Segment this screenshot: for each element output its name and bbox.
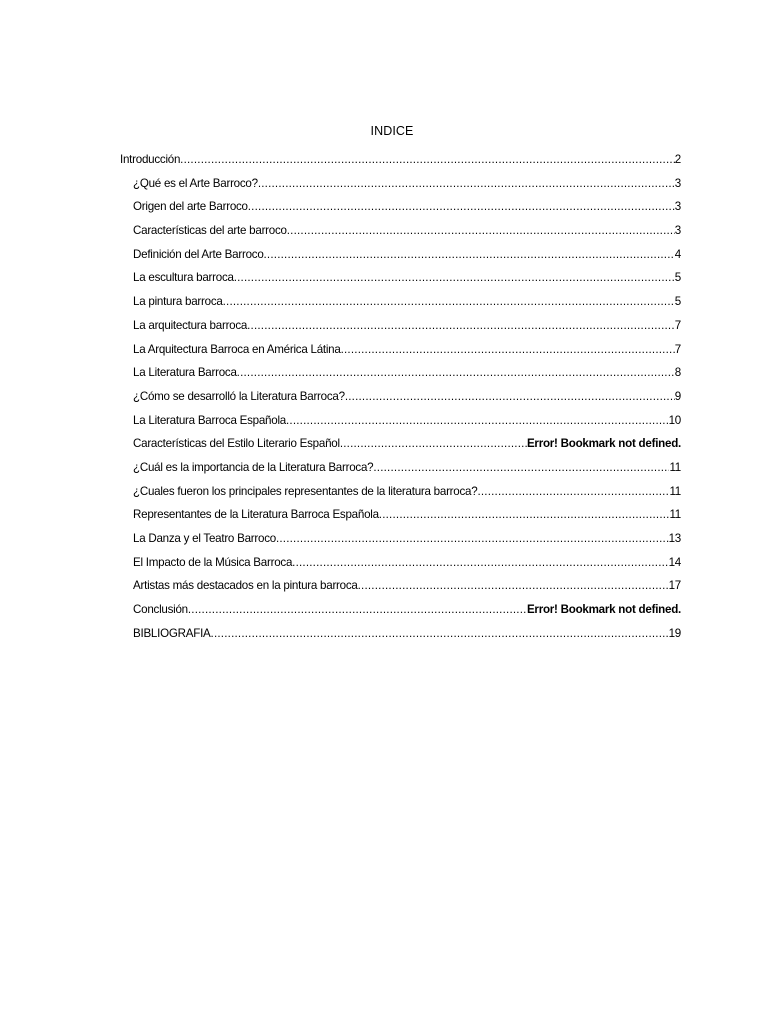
toc-entry[interactable] [120, 459, 681, 483]
toc-dot-leader [247, 317, 675, 335]
toc-dot-leader [248, 198, 675, 216]
toc-entry-label[interactable]: ¿Cómo se desarrolló la Literatura Barroca? [133, 389, 345, 403]
toc-entry-label[interactable]: Conclusión [133, 603, 188, 617]
toc-entry[interactable] [120, 317, 681, 341]
toc-dot-leader [358, 577, 669, 595]
toc-entry-page-number: 13 [668, 532, 681, 545]
toc-dot-leader [292, 554, 668, 572]
toc-entry-page-number: 17 [668, 579, 681, 593]
toc-entry-page-number: 5 [674, 271, 681, 285]
toc-entry[interactable] [120, 435, 681, 459]
toc-dot-leader [286, 412, 669, 430]
toc-entry-label[interactable]: Características del arte barroco [133, 224, 287, 238]
toc-dot-leader [477, 483, 669, 501]
toc-dot-leader [223, 293, 675, 311]
toc-entry-label[interactable]: ¿Cuales fueron los principales representantes de la literatura barroca? [133, 484, 478, 498]
toc-dot-leader [341, 341, 675, 359]
toc-title: INDICE [370, 124, 414, 138]
toc-dot-leader [379, 506, 670, 524]
toc-entry[interactable] [120, 246, 681, 270]
toc-entry-page-number: 3 [674, 224, 681, 238]
toc-entry-label[interactable]: Artistas más destacados en la pintura barroca [133, 579, 358, 593]
toc-entry-page-number: 3 [674, 176, 681, 190]
toc-dot-leader [234, 269, 675, 287]
toc-entry[interactable] [120, 293, 681, 317]
toc-entry[interactable] [120, 198, 681, 222]
toc-entry-error: Error! Bookmark not defined. [526, 437, 681, 451]
toc-entry[interactable] [120, 483, 681, 507]
toc-entry-label[interactable]: La Literatura Barroca Española [133, 413, 286, 427]
toc-entry-label[interactable]: La Literatura Barroca [133, 366, 237, 380]
toc-entry-label[interactable]: La Danza y el Teatro Barroco [133, 532, 276, 545]
toc-entry[interactable] [120, 625, 681, 649]
toc-entry[interactable] [120, 506, 681, 530]
toc-entry[interactable] [120, 341, 681, 365]
toc-entry-page-number: 3 [674, 200, 681, 214]
toc-entry[interactable] [120, 554, 681, 578]
toc-dot-leader [258, 175, 675, 193]
toc-dot-leader [188, 601, 527, 619]
toc-dot-leader [373, 459, 669, 477]
toc-dot-leader [237, 364, 675, 382]
toc-entry-label[interactable]: Introducción [120, 153, 181, 166]
toc-entry[interactable] [120, 222, 681, 246]
toc-entry-label[interactable]: Origen del arte Barroco [133, 200, 248, 214]
toc-entry[interactable] [120, 388, 681, 412]
toc-entry[interactable] [120, 269, 681, 293]
toc-entry-page-number: 7 [674, 318, 681, 332]
toc-dot-leader [211, 625, 669, 643]
toc-entry-page-number: 2 [674, 153, 681, 166]
toc-entry[interactable] [120, 601, 681, 625]
toc-entry-page-number: 11 [669, 508, 681, 522]
toc-entry-label[interactable]: BIBLIOGRAFIA [133, 626, 211, 640]
toc-entry-page-number: 5 [674, 295, 681, 309]
toc-entry-page-number: 11 [669, 484, 681, 498]
toc-entry-label[interactable]: Características del Estilo Literario Español [133, 437, 340, 451]
toc-entry-label[interactable]: ¿Cuál es la importancia de la Literatura Barroca? [133, 460, 374, 474]
toc-entry-label[interactable]: El Impacto de la Música Barroca [133, 555, 293, 569]
toc-entry-label[interactable]: La arquitectura barroca [133, 318, 248, 332]
toc-dot-leader [287, 222, 675, 240]
toc-entry[interactable] [120, 530, 681, 554]
toc-dot-leader [276, 530, 669, 548]
toc-entry[interactable] [120, 175, 681, 199]
toc-entry-label[interactable]: Representantes de la Literatura Barroca Española [133, 508, 379, 522]
toc-dot-leader [345, 388, 675, 406]
toc-entry-label[interactable]: Definición del Arte Barroco [133, 247, 264, 261]
toc-dot-leader [340, 435, 527, 453]
toc-entry-page-number: 9 [674, 389, 681, 403]
toc-entry-page-number: 11 [669, 460, 681, 474]
toc-entry[interactable] [120, 412, 681, 436]
toc-entry-label[interactable]: La pintura barroca [133, 295, 223, 309]
toc-entry-label[interactable]: ¿Qué es el Arte Barroco? [133, 176, 258, 190]
toc-entry[interactable] [120, 151, 681, 175]
toc-entry-label[interactable]: La Arquitectura Barroca en América Látina [133, 342, 341, 356]
toc-entry-page-number: 8 [674, 366, 681, 380]
toc-dot-leader [180, 151, 675, 169]
toc-entry[interactable] [120, 364, 681, 388]
toc-entry-label[interactable]: La escultura barroca [133, 271, 234, 285]
toc-entry[interactable] [120, 577, 681, 601]
toc-dot-leader [264, 246, 675, 264]
toc-entry-page-number: 4 [674, 247, 681, 261]
table-of-contents [120, 151, 681, 648]
toc-entry-page-number: 14 [668, 555, 681, 569]
toc-entry-page-number: 19 [668, 626, 681, 640]
toc-entry-error: Error! Bookmark not defined. [526, 603, 681, 617]
toc-entry-page-number: 7 [674, 342, 681, 356]
toc-entry-page-number: 10 [668, 413, 681, 427]
